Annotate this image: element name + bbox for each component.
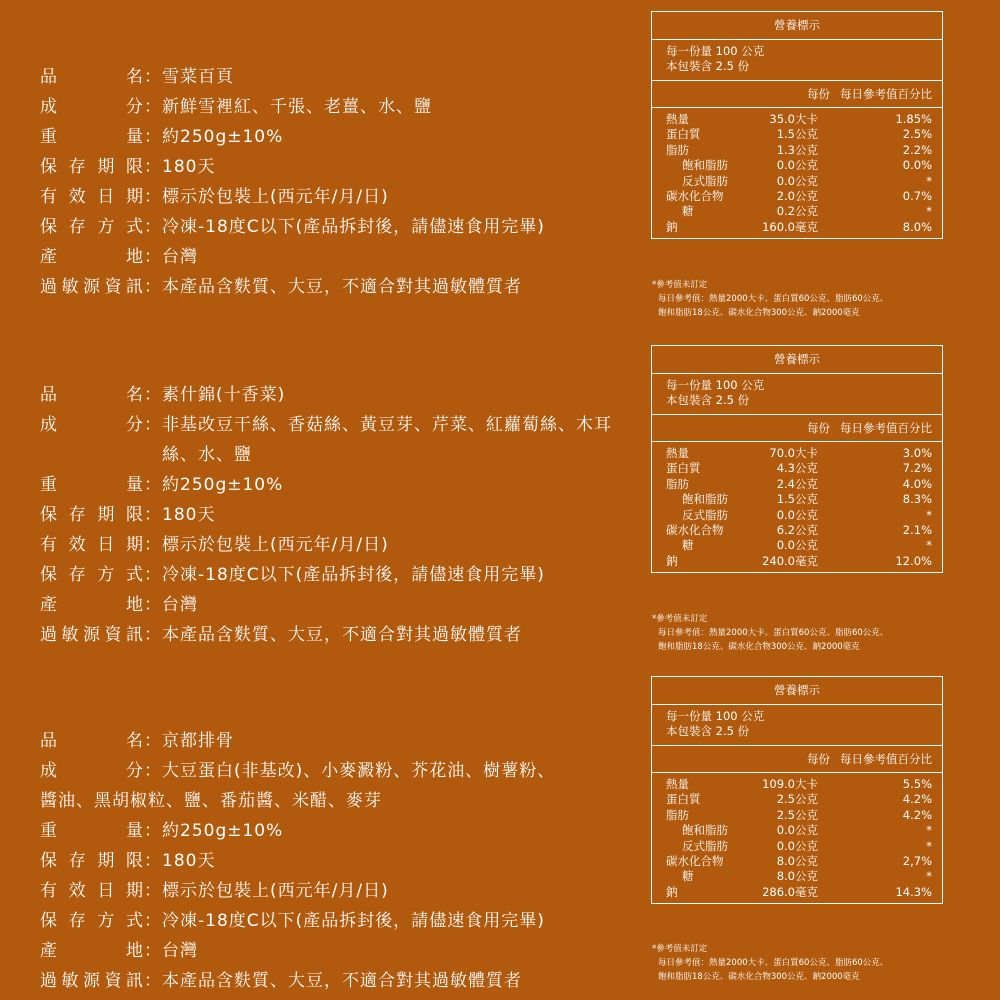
shelf-life-row: 保 存 期 限 ： 180天	[40, 152, 640, 182]
nutrition-row	[666, 823, 932, 838]
nutrient-daily-pct: *	[926, 507, 932, 522]
nutrition-title: 營養標示	[652, 12, 942, 40]
nutrient-daily-pct: 0.7%	[902, 188, 932, 203]
nutrition-row	[666, 174, 932, 189]
nutrient-amount: 2.5公克	[776, 792, 818, 807]
nutrition-header	[652, 415, 942, 442]
note-line: 飽和脂肪18公克、碳水化合物300公克、鈉2000毫克	[658, 972, 860, 982]
nutrient-daily-pct: 2.2%	[902, 142, 932, 157]
nutrient-daily-pct: 14.3%	[895, 884, 932, 899]
name-row: 品 名 ： 京都排骨	[40, 726, 640, 756]
nutrient-amount: 286.0毫克	[762, 884, 818, 899]
nutrient-daily-pct: 4.0%	[902, 476, 932, 491]
nutrient-name: 碳水化合物	[666, 188, 724, 203]
nutrient-amount: 2.0公克	[776, 188, 818, 203]
nutrition-row	[666, 143, 932, 158]
serving-info	[652, 40, 942, 81]
name-row: 品 名 ： 雪菜百頁	[40, 62, 640, 92]
nutrient-name: 熱量	[666, 112, 689, 126]
ingredients-continued: 醬油、黑胡椒粒、鹽、番茄醬、米醋、麥芽	[40, 791, 382, 811]
nutrient-daily-pct: *	[926, 823, 932, 838]
nutrition-rows	[652, 108, 942, 238]
allergen: 本產品含麩質、大豆，不適合對其過敏體質者	[162, 625, 522, 645]
nutrient-name: 蛋白質	[666, 461, 701, 476]
weight: 約250g±10%	[162, 127, 284, 147]
note-line: 每日參考值：熱量2000大卡、蛋白質60公克、脂肪60公克、	[658, 958, 889, 968]
nutrient-name: 飽和脂肪	[682, 492, 728, 507]
allergen-row: 過 敏 源 資 訊 ： 本產品含麩質、大豆，不適合對其過敏體質者	[40, 620, 640, 650]
nutrient-name: 熱量	[666, 446, 689, 460]
nutrient-amount: 1.3公克	[776, 142, 818, 157]
nutrient-name: 鈉	[666, 553, 678, 568]
nutrient-amount: 0.0公克	[776, 158, 818, 173]
nutrient-name: 碳水化合物	[666, 853, 724, 868]
origin-row: 產 地 ： 台灣	[40, 936, 640, 966]
note-line: *參考值未訂定	[652, 944, 708, 954]
product-name: 素什錦(十香菜)	[162, 385, 286, 405]
col-daily: 每日參考值百分比	[840, 87, 932, 101]
origin: 台灣	[162, 941, 198, 961]
allergen-row: 過 敏 源 資 訊 ： 本產品含麩質、大豆，不適合對其過敏體質者	[40, 966, 640, 996]
expiry-row: 有 效 日 期 ： 標示於包裝上(西元年/月/日)	[40, 182, 640, 212]
storage: 冷凍-18度C以下(產品拆封後，請儘速食用完畢)	[162, 565, 545, 585]
storage: 冷凍-18度C以下(產品拆封後，請儘速食用完畢)	[162, 217, 545, 237]
nutrition-row	[666, 220, 932, 235]
nutrition-row	[666, 777, 932, 792]
nutrition-row	[666, 461, 932, 476]
allergen: 本產品含麩質、大豆，不適合對其過敏體質者	[162, 971, 522, 991]
ingredients-row: 成 分 ： 大豆蛋白(非基改)、小麥澱粉、芥花油、樹薯粉、	[40, 756, 640, 786]
expiry-row: 有 效 日 期 ： 標示於包裝上(西元年/月/日)	[40, 530, 640, 560]
nutrient-name: 飽和脂肪	[682, 823, 728, 838]
serving-info	[652, 374, 942, 415]
nutrient-daily-pct: *	[926, 838, 932, 853]
product-section-1	[0, 0, 1000, 333]
nutrient-name: 飽和脂肪	[682, 158, 728, 173]
storage-row: 保 存 方 式 ： 冷凍-18度C以下(產品拆封後，請儘速食用完畢)	[40, 906, 640, 936]
expiry: 標示於包裝上(西元年/月/日)	[162, 535, 389, 555]
origin: 台灣	[162, 247, 198, 267]
nutrition-row	[666, 508, 932, 523]
nutrient-amount: 35.0大卡	[769, 112, 818, 126]
nutrition-header	[652, 81, 942, 108]
nutrient-name: 糖	[682, 204, 694, 219]
serving-size: 每一份量 100 公克	[666, 709, 765, 723]
nutrition-title: 營養標示	[652, 677, 942, 705]
col-per-serving: 每份	[807, 87, 830, 101]
label: 品 名	[40, 67, 144, 87]
nutrient-amount: 70.0大卡	[769, 446, 818, 460]
storage: 冷凍-18度C以下(產品拆封後，請儘速食用完畢)	[162, 911, 545, 931]
product-info	[40, 380, 640, 650]
note-line: *參考值未訂定	[652, 280, 708, 290]
nutrient-daily-pct: 2.1%	[902, 522, 932, 537]
weight-row: 重 量 ： 約250g±10%	[40, 470, 640, 500]
weight-row: 重 量 ： 約250g±10%	[40, 122, 640, 152]
nutrient-name: 反式脂肪	[682, 173, 728, 188]
nutrient-daily-pct: 4.2%	[902, 807, 932, 822]
product-name: 京都排骨	[162, 731, 234, 751]
origin-row: 產 地 ： 台灣	[40, 242, 640, 272]
nutrient-amount: 160.0毫克	[762, 219, 818, 234]
ingredients: 新鮮雪裡紅、千張、老薑、水、鹽	[162, 97, 432, 117]
nutrient-amount: 2.4公克	[776, 476, 818, 491]
nutrition-table	[651, 11, 943, 239]
nutrient-name: 脂肪	[666, 476, 689, 491]
nutrition-row	[666, 885, 932, 900]
nutrition-table	[651, 345, 943, 573]
servings-per-pack: 本包裝含 2.5 份	[666, 393, 750, 407]
nutrient-amount: 1.5公克	[776, 127, 818, 142]
ingredients: 非基改豆干絲、香菇絲、黃豆芽、芹菜、紅蘿蔔絲、木耳絲、水、鹽	[162, 415, 612, 465]
origin-row: 產 地 ： 台灣	[40, 590, 640, 620]
nutrition-row	[666, 158, 932, 173]
nutrition-row	[666, 492, 932, 507]
nutrition-note	[652, 278, 972, 320]
nutrition-row	[666, 189, 932, 204]
weight-row: 重 量 ： 約250g±10%	[40, 816, 640, 846]
nutrition-note	[652, 612, 972, 654]
nutrition-rows	[652, 773, 942, 903]
nutrient-daily-pct: *	[926, 204, 932, 219]
nutrient-amount: 8.0公克	[776, 869, 818, 884]
nutrition-note	[652, 942, 972, 984]
nutrition-row	[666, 839, 932, 854]
nutrition-row	[666, 112, 932, 127]
nutrient-daily-pct: *	[926, 173, 932, 188]
product-info	[40, 62, 640, 302]
nutrient-daily-pct: *	[926, 538, 932, 553]
nutrition-row	[666, 204, 932, 219]
shelf-life: 180天	[162, 851, 216, 871]
expiry: 標示於包裝上(西元年/月/日)	[162, 187, 389, 207]
nutrient-daily-pct: 8.3%	[902, 492, 932, 507]
nutrient-daily-pct: 5.5%	[902, 777, 932, 791]
nutrition-header	[652, 746, 942, 773]
ingredients: 大豆蛋白(非基改)、小麥澱粉、芥花油、樹薯粉、	[162, 761, 556, 781]
weight: 約250g±10%	[162, 821, 284, 841]
nutrient-amount: 6.2公克	[776, 522, 818, 537]
note-line: 每日參考值：熱量2000大卡、蛋白質60公克、脂肪60公克、	[658, 294, 889, 304]
nutrient-amount: 109.0大卡	[762, 777, 818, 791]
nutrient-name: 蛋白質	[666, 792, 701, 807]
note-line: 飽和脂肪18公克、碳水化合物300公克、鈉2000毫克	[658, 642, 860, 652]
servings-per-pack: 本包裝含 2.5 份	[666, 724, 750, 738]
nutrient-name: 糖	[682, 538, 694, 553]
nutrient-amount: 8.0公克	[776, 853, 818, 868]
col-daily: 每日參考值百分比	[840, 421, 932, 435]
nutrient-name: 反式脂肪	[682, 838, 728, 853]
nutrient-name: 蛋白質	[666, 127, 701, 142]
weight: 約250g±10%	[162, 475, 284, 495]
nutrition-row	[666, 523, 932, 538]
ingredients-row: 成 分 ： 非基改豆干絲、香菇絲、黃豆芽、芹菜、紅蘿蔔絲、木耳絲、水、鹽	[40, 410, 640, 470]
nutrient-amount: 0.0公克	[776, 173, 818, 188]
nutrient-amount: 1.5公克	[776, 492, 818, 507]
nutrition-row	[666, 446, 932, 461]
nutrition-row	[666, 554, 932, 569]
nutrient-amount: 240.0毫克	[762, 553, 818, 568]
allergen: 本產品含麩質、大豆，不適合對其過敏體質者	[162, 277, 522, 297]
nutrition-row	[666, 792, 932, 807]
nutrient-name: 反式脂肪	[682, 507, 728, 522]
nutrient-name: 脂肪	[666, 142, 689, 157]
serving-size: 每一份量 100 公克	[666, 378, 765, 392]
product-name: 雪菜百頁	[162, 67, 234, 87]
product-section-3	[0, 665, 1000, 998]
nutrient-amount: 0.0公克	[776, 823, 818, 838]
nutrition-row	[666, 477, 932, 492]
nutrition-rows	[652, 442, 942, 572]
nutrient-name: 碳水化合物	[666, 522, 724, 537]
nutrient-daily-pct: 4.2%	[902, 792, 932, 807]
serving-info	[652, 705, 942, 746]
nutrition-row	[666, 538, 932, 553]
note-line: *參考值未訂定	[652, 614, 708, 624]
note-line: 每日參考值：熱量2000大卡、蛋白質60公克、脂肪60公克、	[658, 628, 889, 638]
nutrition-row	[666, 854, 932, 869]
product-info	[40, 726, 640, 996]
storage-row: 保 存 方 式 ： 冷凍-18度C以下(產品拆封後，請儘速食用完畢)	[40, 560, 640, 590]
nutrient-daily-pct: 0.0%	[902, 158, 932, 173]
shelf-life: 180天	[162, 157, 216, 177]
nutrient-daily-pct: 7.2%	[902, 461, 932, 476]
nutrient-daily-pct: 8.0%	[902, 219, 932, 234]
nutrient-name: 糖	[682, 869, 694, 884]
nutrient-daily-pct: 12.0%	[895, 553, 932, 568]
ingredients-row: 成 分 ： 新鮮雪裡紅、千張、老薑、水、鹽	[40, 92, 640, 122]
nutrition-row	[666, 808, 932, 823]
serving-size: 每一份量 100 公克	[666, 44, 765, 58]
col-daily: 每日參考值百分比	[840, 752, 932, 766]
nutrient-amount: 4.3公克	[776, 461, 818, 476]
nutrient-daily-pct: 2,7%	[902, 853, 932, 868]
product-section-2	[0, 334, 1000, 667]
origin: 台灣	[162, 595, 198, 615]
nutrient-daily-pct: 2.5%	[902, 127, 932, 142]
nutrient-name: 鈉	[666, 884, 678, 899]
nutrient-amount: 0.0公克	[776, 838, 818, 853]
nutrient-amount: 2.5公克	[776, 807, 818, 822]
nutrient-daily-pct: 1.85%	[895, 112, 932, 126]
shelf-life-row: 保 存 期 限 ： 180天	[40, 500, 640, 530]
storage-row: 保 存 方 式 ： 冷凍-18度C以下(產品拆封後，請儘速食用完畢)	[40, 212, 640, 242]
nutrient-name: 脂肪	[666, 807, 689, 822]
shelf-life-row: 保 存 期 限 ： 180天	[40, 846, 640, 876]
nutrition-table	[651, 676, 943, 904]
allergen-row: 過 敏 源 資 訊 ： 本產品含麩質、大豆，不適合對其過敏體質者	[40, 272, 640, 302]
name-row: 品 名 ： 素什錦(十香菜)	[40, 380, 640, 410]
shelf-life: 180天	[162, 505, 216, 525]
nutrient-amount: 0.0公克	[776, 538, 818, 553]
nutrient-amount: 0.0公克	[776, 507, 818, 522]
nutrient-amount: 0.2公克	[776, 204, 818, 219]
nutrient-daily-pct: *	[926, 869, 932, 884]
nutrient-name: 熱量	[666, 777, 689, 791]
col-per-serving: 每份	[807, 752, 830, 766]
servings-per-pack: 本包裝含 2.5 份	[666, 59, 750, 73]
nutrition-row	[666, 127, 932, 142]
note-line: 飽和脂肪18公克、碳水化合物300公克、鈉2000毫克	[658, 308, 860, 318]
nutrient-name: 鈉	[666, 219, 678, 234]
nutrition-row	[666, 869, 932, 884]
expiry-row: 有 效 日 期 ： 標示於包裝上(西元年/月/日)	[40, 876, 640, 906]
nutrient-daily-pct: 3.0%	[902, 446, 932, 460]
col-per-serving: 每份	[807, 421, 830, 435]
expiry: 標示於包裝上(西元年/月/日)	[162, 881, 389, 901]
nutrition-title: 營養標示	[652, 346, 942, 374]
